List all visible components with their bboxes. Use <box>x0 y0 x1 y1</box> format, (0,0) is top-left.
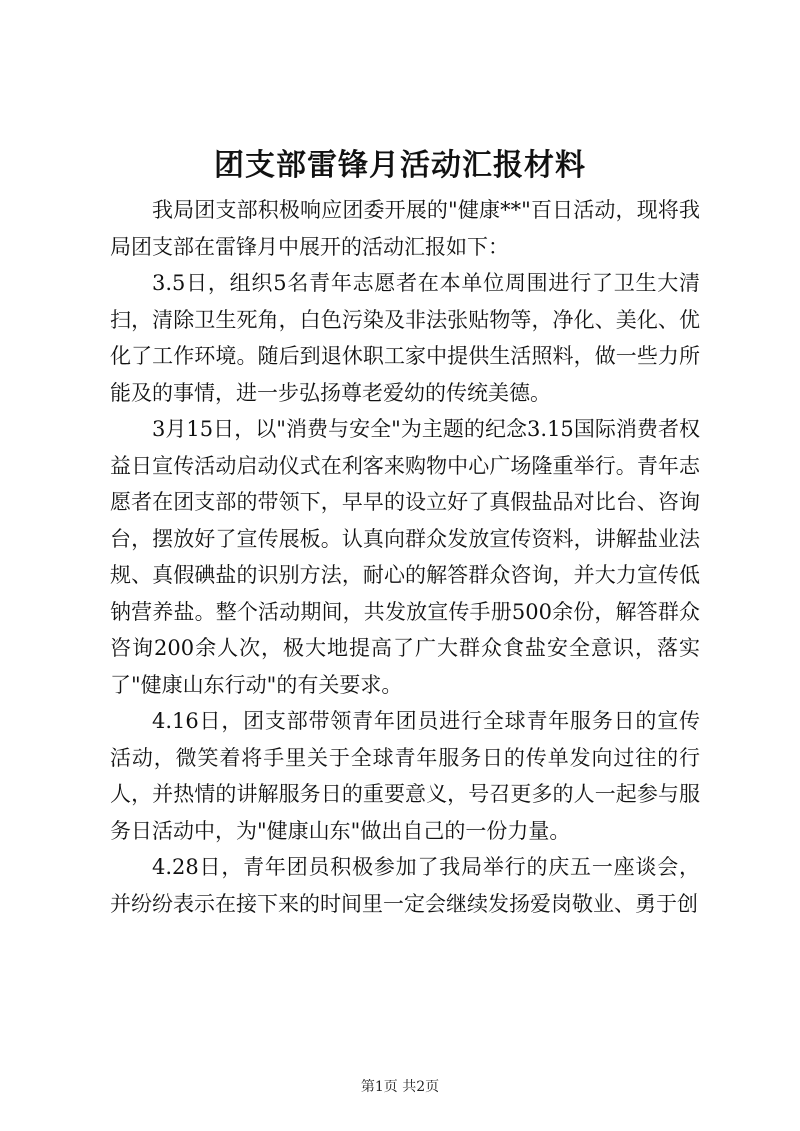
page-footer: 第1页 共2页 <box>360 1079 440 1095</box>
paragraph-march-5: 3.5日，组织5名青年志愿者在本单位周围进行了卫生大清扫，清除卫生死角，白色污染及非法张贴物等，净化、美化、优化了工作环境。随后到退休职工家中提供生活照料，做一些力所能及的事情，进一步弘扬尊老爱幼的传统美德。 <box>110 271 700 405</box>
document-title: 团支部雷锋月活动汇报材料 <box>214 148 586 183</box>
paragraph-april-28: 4.28日，青年团员积极参加了我局举行的庆五一座谈会，并纷纷表示在接下来的时间里一定会继续发扬爱岗敬业、勇于创 <box>110 855 700 916</box>
paragraph-march-15: 3月15日，以"消费与安全"为主题的纪念3.15国际消费者权益日宣传活动启动仪式在利客来购物中心广场隆重举行。青年志愿者在团支部的带领下，早早的设立好了真假盐品对比台、咨询台，摆放好了宣传展板。认真向群众发放宣传资料，讲解盐业法规、真假碘盐的识别方法，耐心的解答群众咨询，并大力宣传低钠营养盐。整个活动期间，共发放宣传手册500余份，解答群众咨询200余人次，极大地提高了广大群众食盐安全意识，落实了"健康山东行动"的有关要求。 <box>110 417 700 697</box>
paragraph-april-16: 4.16日，团支部带领青年团员进行全球青年服务日的宣传活动，微笑着将手里关于全球青年服务日的传单发向过往的行人，并热情的讲解服务日的重要意义，号召更多的人一起参与服务日活动中，为"健康山东"做出自己的一份力量。 <box>110 709 700 843</box>
document-body <box>110 192 700 922</box>
paragraph-intro: 我局团支部积极响应团委开展的"健康**"百日活动，现将我局团支部在雷锋月中展开的活动汇报如下： <box>110 198 700 259</box>
